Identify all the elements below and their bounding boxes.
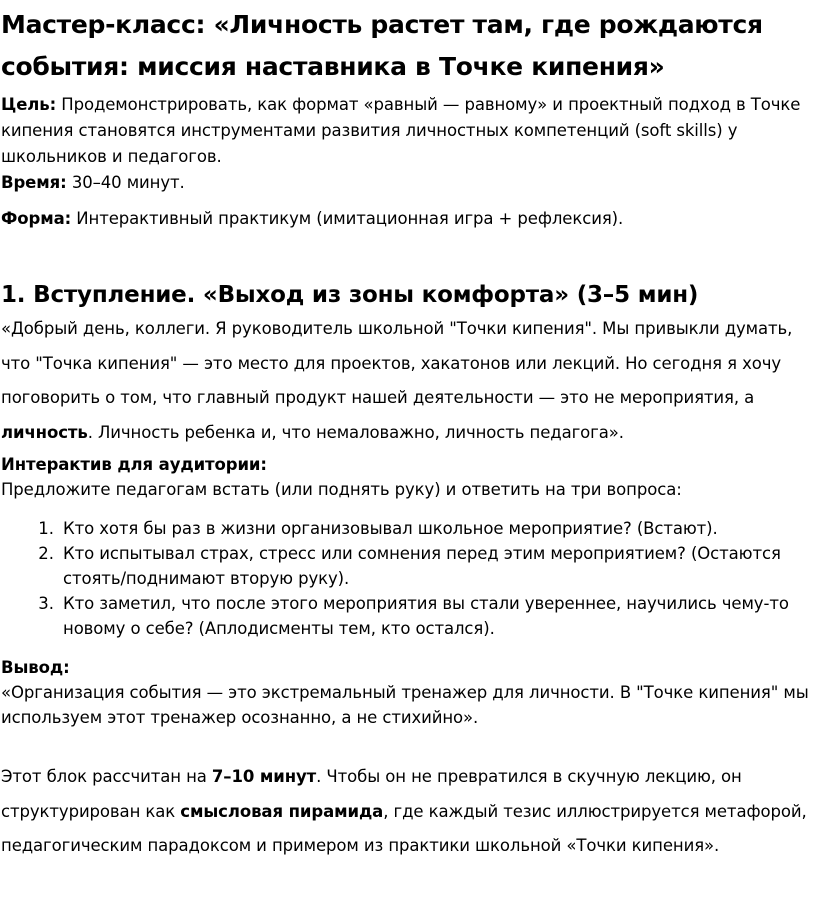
intro-text-part2: . Личность ребенка и, что немаловажно, личность педагога».: [87, 422, 624, 442]
questions-list: [1, 516, 816, 641]
interactive-text: Предложите педагогам встать (или поднять руку) и ответить на три вопроса:: [1, 480, 682, 499]
conclusion-label-text: Вывод:: [1, 658, 70, 677]
page-title: Мастер-класс: «Личность растет там, где рождаются события: миссия наставника в Точке кипения»: [1, 10, 763, 81]
goal-line: [1, 92, 816, 170]
time-text: 30–40 минут.: [66, 173, 185, 192]
final-text-part2: . Чтобы он не превратился в скучную лекцию, он структурирован как: [1, 767, 742, 821]
final-paragraph: [1, 760, 816, 864]
intro-text-part1: «Добрый день, коллеги. Я руководитель школьной "Точки кипения". Мы привыкли думать, что "Точка кипения" — это место для проектов, хакатонов или лекций. Но сегодня я хочу поговорить о том, что главный продукт нашей деятельности — это не мероприятия, а: [1, 319, 793, 407]
intro-paragraph: [1, 312, 816, 450]
list-item: 3. Кто заметил, что после этого мероприятия вы стали увереннее, научились чему-то новому о себе? (Аплодисменты тем, кто остался).: [59, 591, 816, 641]
conclusion-label: [1, 655, 816, 680]
conclusion-text: «Организация события — это экстремальный тренажер для личности. В "Точке кипения" мы используем этот тренажер осознанно, а не стихийно».: [1, 683, 809, 727]
conclusion-block: [1, 655, 816, 730]
goal-label: Цель:: [1, 95, 57, 114]
form-label: Форма:: [1, 209, 72, 228]
intro-bold-word: личность: [1, 422, 88, 442]
interactive-label: [1, 452, 816, 477]
final-text-part3: , где каждый тезис иллюстрируется метафорой, педагогическим парадоксом и примером из практики школьной «Точки кипения».: [1, 801, 807, 855]
meta-block: [1, 92, 816, 232]
list-item: 2. Кто испытывал страх, стресс или сомнения перед этим мероприятием? (Остаются стоять/поднимают вторую руку).: [59, 541, 816, 591]
final-bold-pyramid: смысловая пирамида: [180, 801, 384, 821]
interactive-label-text: Интерактив для аудитории:: [1, 455, 267, 474]
time-line: [1, 170, 816, 196]
section-heading: 1. Вступление. «Выход из зоны комфорта» (3–5 мин): [1, 282, 699, 308]
form-line: [1, 206, 816, 232]
final-bold-duration: 7–10 минут: [211, 767, 317, 786]
list-item: 1. Кто хотя бы раз в жизни организовывал школьное мероприятие? (Встают).: [59, 516, 816, 541]
goal-text: Продемонстрировать, как формат «равный — равному» и проектный подход в Точке кипения становятся инструментами развития личностных компетенций (soft skills) у школьников и педагогов.: [1, 95, 801, 166]
form-text: Интерактивный практикум (имитационная игра + рефлексия).: [71, 209, 624, 228]
interactive-block: [1, 452, 816, 502]
final-text-part1: Этот блок рассчитан на: [1, 767, 212, 786]
time-label: Время:: [1, 173, 67, 192]
